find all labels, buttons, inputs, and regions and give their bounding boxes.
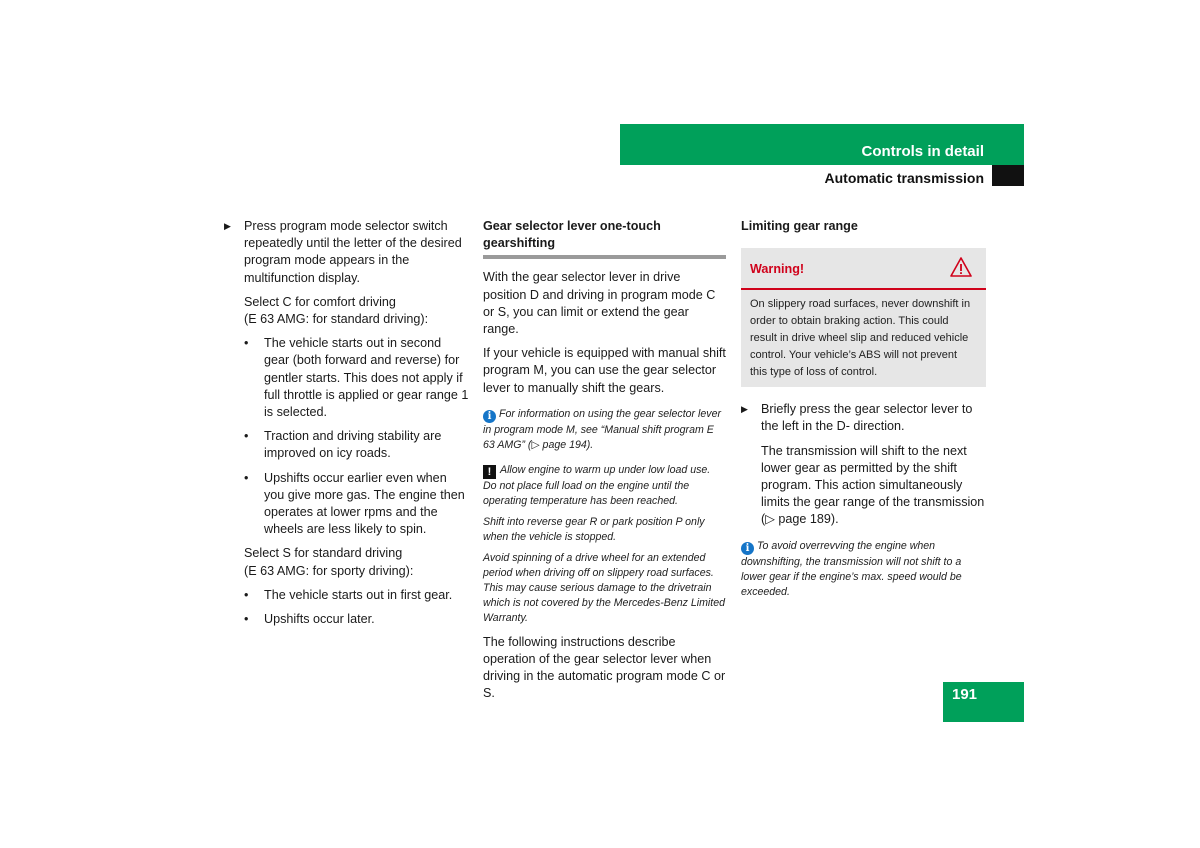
warning-header	[741, 248, 986, 290]
paragraph-drive: With the gear selector lever in drive position D and driving in program mode C or S, you can limit or extend the gear range.	[483, 270, 716, 337]
info-icon: i	[483, 410, 496, 423]
select-c-text: Select C for comfort driving	[244, 294, 396, 309]
info-note-text: To avoid overrevving the engine when downshifting, the transmission will not shift to a lower gear if the engine’s max. speed would be exceeded.	[741, 539, 962, 598]
warning-text: On slippery road surfaces, never downshift in order to obtain braking action. This could result in drive wheel slip and reduced vehicle control. Your vehicle’s ABS will not prevent this type of loss of control.	[750, 298, 971, 379]
bullet-dot-icon: •	[244, 470, 249, 485]
bullet-dot-icon: •	[244, 587, 249, 602]
caution-note	[483, 463, 726, 509]
column-left	[224, 218, 469, 628]
bullet-text: The vehicle starts out in second gear (both forward and reverse) for gentler starts. This does not apply if full throttle is applied or gear range 1 is selected.	[264, 336, 469, 420]
info-icon: i	[741, 542, 754, 555]
select-s-line	[224, 545, 469, 579]
step-arrow-icon: ▶	[741, 404, 748, 415]
paragraph-instructions: The following instructions describe operation of the gear selector lever when driving in the automatic program mode C or S.	[483, 634, 726, 701]
step-result: The transmission will shift to the next lower gear as permitted by the shift program. This action simultaneously limits the gear range of the transmission (▷ page 189).	[761, 443, 985, 527]
info-note	[483, 407, 726, 453]
instruction-step	[224, 218, 469, 287]
bullet-item	[224, 428, 469, 462]
header-band	[620, 124, 1024, 165]
bullet-text: Traction and driving stability are improved on icy roads.	[264, 429, 442, 461]
note-spin: Avoid spinning of a drive wheel for an extended period when driving off on slippery road surfaces. This may cause serious damage to the drivetrain which is not covered by the Mercedes-Benz Limited Warranty.	[483, 551, 726, 624]
bullet-item	[224, 335, 469, 421]
bullet-text: Upshifts occur earlier even when you give more gas. The engine then operates at lower rpms and the wheels are less likely to spin.	[264, 470, 465, 537]
warning-box	[741, 248, 986, 387]
section-heading: Limiting gear range	[741, 219, 858, 233]
exclamation-icon: !	[483, 465, 496, 479]
subsection-title: Automatic transmission	[824, 170, 984, 186]
s-bullet-list	[224, 587, 469, 628]
header-marker	[992, 165, 1024, 186]
column-middle	[483, 218, 726, 703]
section-title: Controls in detail	[861, 143, 984, 160]
step-text: Briefly press the gear selector lever to the left in the D- direction.	[761, 402, 973, 434]
page-number: 191	[952, 686, 978, 703]
select-s-text: Select S for standard driving	[244, 546, 403, 561]
select-s-note: (E 63 AMG: for sporty driving):	[244, 563, 414, 578]
bullet-text: Upshifts occur later.	[264, 612, 375, 627]
step-text: Press program mode selector switch repeatedly until the letter of the desired program mode appears in the multifunction display.	[244, 219, 462, 285]
section-heading: Gear selector lever one-touch gearshifting	[483, 219, 661, 251]
caution-note-text: Allow engine to warm up under low load use. Do not place full load on the engine until the operating temperature has been reached.	[483, 463, 711, 507]
bullet-dot-icon: •	[244, 429, 249, 444]
bullet-item	[224, 611, 469, 628]
paragraph-manual: If your vehicle is equipped with manual shift program M, you can use the gear selector lever to manually shift the gears.	[483, 346, 726, 395]
column-right	[741, 218, 986, 600]
heading-rule	[483, 255, 726, 259]
c-bullet-list	[224, 335, 469, 538]
step-arrow-icon: ▶	[224, 221, 231, 231]
warning-triangle-icon	[950, 256, 972, 278]
select-c-line	[224, 294, 469, 328]
instruction-step	[741, 401, 986, 435]
bullet-item	[224, 470, 469, 539]
info-note	[741, 539, 986, 600]
page-number-badge	[943, 682, 1024, 722]
bullet-text: The vehicle starts out in first gear.	[264, 587, 453, 602]
select-c-note: (E 63 AMG: for standard driving):	[244, 312, 429, 327]
note-reverse: Shift into reverse gear R or park position P only when the vehicle is stopped.	[483, 515, 705, 543]
bullet-dot-icon: •	[244, 612, 249, 627]
warning-label: Warning!	[750, 262, 805, 277]
bullet-dot-icon: •	[244, 336, 249, 351]
info-note-text: For information on using the gear selector lever in program mode M, see “Manual shift program E 63 AMG” (▷ page 194).	[483, 407, 721, 451]
bullet-item	[224, 587, 469, 604]
